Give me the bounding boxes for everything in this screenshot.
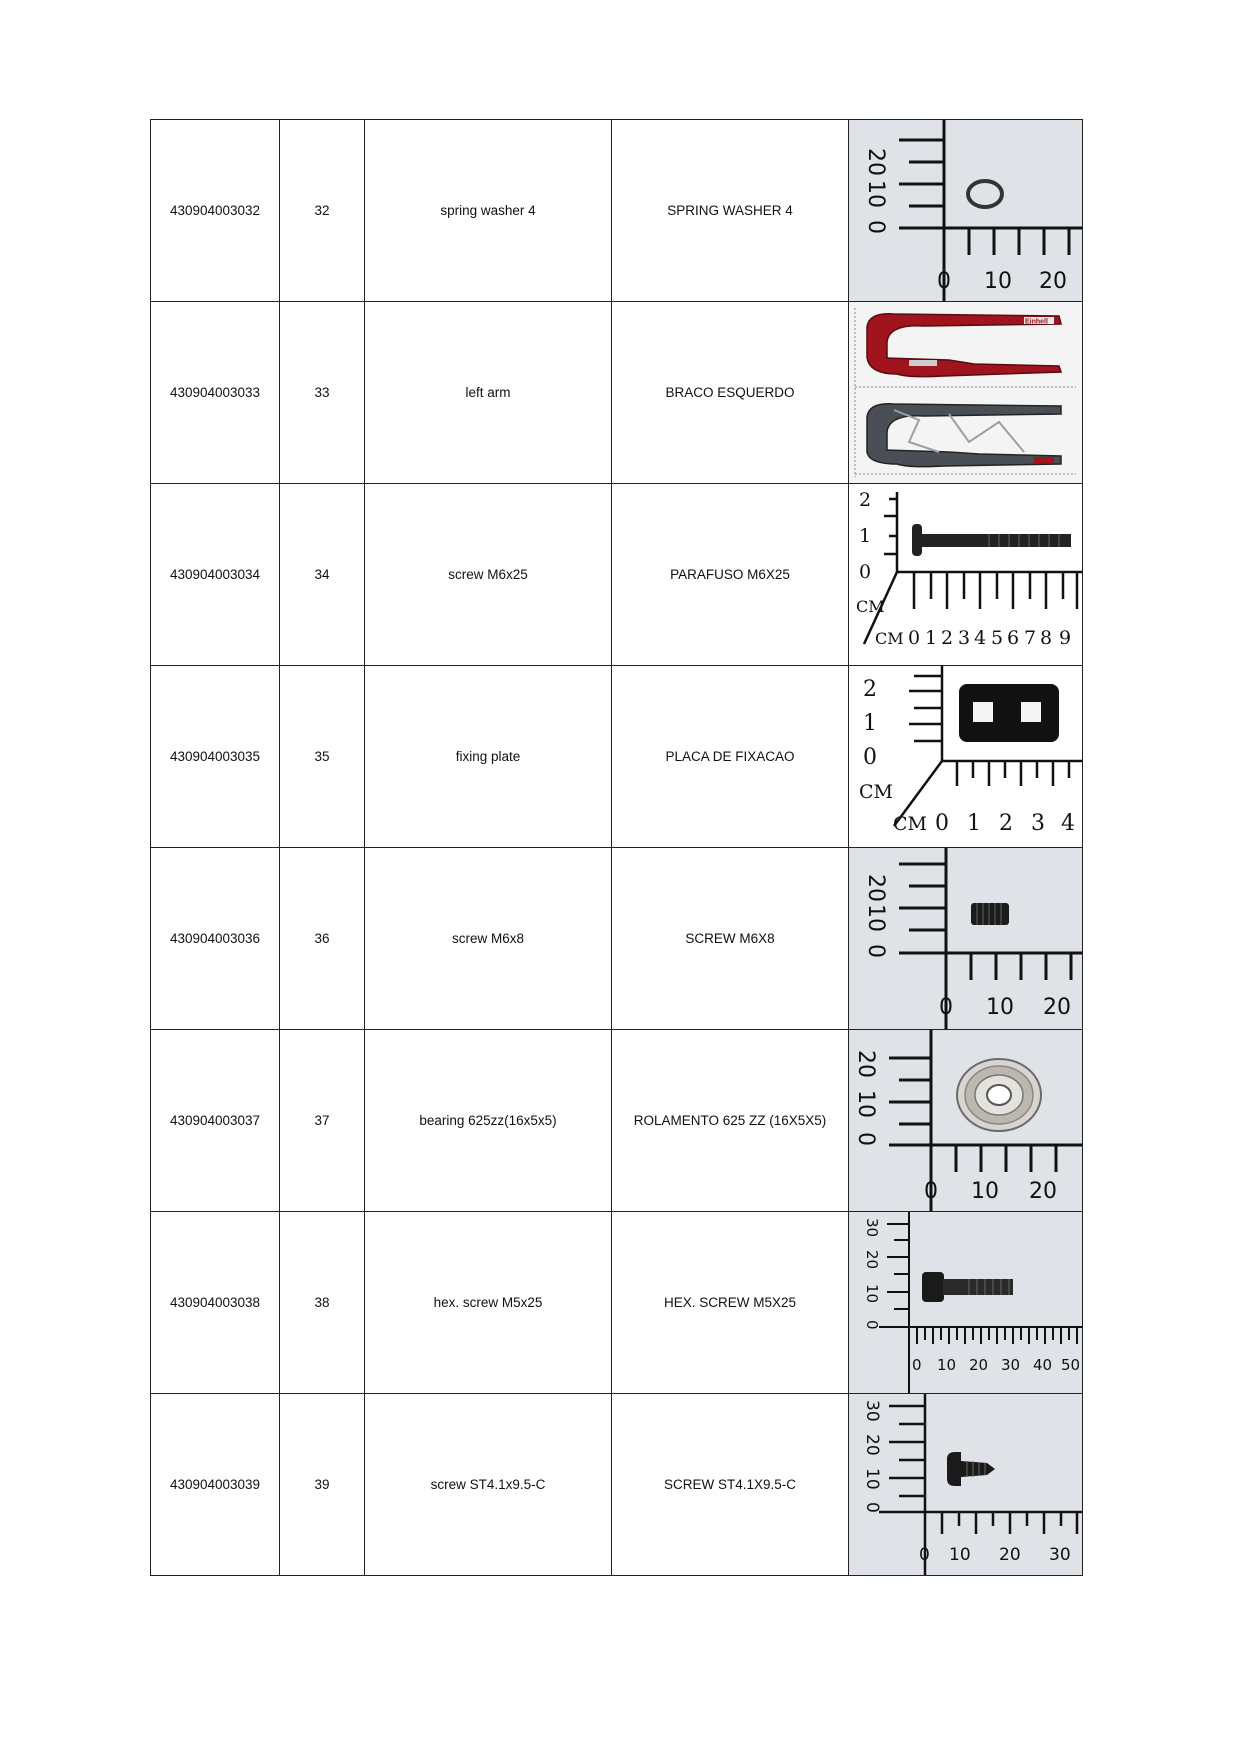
scale-label: 2 [941,627,954,649]
scale-label: 0 [859,561,872,583]
scale-label: 0 [863,944,888,958]
scale-label: 0 [863,1320,881,1330]
scale-label: 1 [925,627,938,649]
scale-label: 0 [935,811,949,836]
parts-table [150,119,1083,1576]
scale-label: 20 [999,1545,1021,1565]
screw-m6x25-photo [849,484,1082,665]
scale-label: 10 [986,995,1014,1020]
table-row [151,120,1083,302]
scale-label: 3 [958,627,971,649]
tapping-screw-photo [849,1394,1082,1575]
scale-label: 8 [1040,627,1053,649]
part-number: 430904003035 [151,666,280,848]
hex-screw-photo [849,1212,1082,1393]
part-name-pt: SCREW ST4.1X9.5-C [612,1394,849,1576]
part-name-en: screw M6x8 [365,848,612,1030]
position-number: 36 [280,848,365,1030]
part-number: 430904003034 [151,484,280,666]
part-name-en: left arm [365,302,612,484]
table-row [151,848,1083,1030]
part-name-en: screw M6x25 [365,484,612,666]
part-number: 430904003033 [151,302,280,484]
part-name-en: bearing 625zz(16x5x5) [365,1030,612,1212]
scale-label: 20 [863,1250,881,1270]
part-name-en: screw ST4.1x9.5-C [365,1394,612,1576]
table-row [151,666,1083,848]
scale-label: 2 [999,811,1013,836]
position-number: 34 [280,484,365,666]
scale-label: 7 [1024,627,1037,649]
scale-label: 1 [863,711,877,736]
part-number: 430904003039 [151,1394,280,1576]
position-number: 39 [280,1394,365,1576]
part-name-pt: HEX. SCREW M5X25 [612,1212,849,1394]
table-row [151,1212,1083,1394]
scale-label: 0 [919,1545,930,1565]
scale-label: 0 [908,627,921,649]
table-row [151,484,1083,666]
scale-label: 4 [1061,811,1075,836]
spring-washer-photo [849,120,1082,301]
scale-label: 2 [863,677,877,702]
left-arm-photo [849,302,1082,483]
unit-label: CM [875,629,904,648]
scale-label: 30 [1001,1356,1021,1374]
scale-label: 30 [863,1218,881,1238]
part-photo-cell [849,1212,1083,1394]
scale-label: 1 [859,525,872,547]
scale-label: 20 [1043,995,1071,1020]
scale-label: 20 [969,1356,989,1374]
part-name-pt: BRACO ESQUERDO [612,302,849,484]
position-number: 38 [280,1212,365,1394]
part-photo-cell [849,484,1083,666]
scale-label: 4 [974,627,987,649]
part-photo-cell [849,302,1083,484]
scale-label: 1 [967,811,981,836]
scale-label: 10 [862,1468,882,1490]
scale-label: 6 [1007,627,1020,649]
part-photo-cell [849,1394,1083,1576]
part-name-pt: ROLAMENTO 625 ZZ (16X5X5) [612,1030,849,1212]
unit-label: CM [893,813,927,835]
part-photo-cell [849,848,1083,1030]
table-row [151,1030,1083,1212]
part-name-pt: SPRING WASHER 4 [612,120,849,302]
scale-label: 10 [937,1356,957,1374]
scale-label: 10 [863,904,888,932]
scale-label: 9 [1059,627,1072,649]
scale-label: 20 [853,1050,878,1078]
table-row [151,1394,1083,1576]
part-name-pt: PARAFUSO M6X25 [612,484,849,666]
scale-label: 40 [1033,1356,1053,1374]
scale-label: 0 [863,220,888,234]
part-number: 430904003032 [151,120,280,302]
scale-label: 20 [862,1434,882,1456]
position-number: 37 [280,1030,365,1212]
scale-label: 10 [984,269,1012,294]
scale-label: 0 [862,1502,882,1513]
scale-label: 10 [971,1179,999,1204]
fixing-plate-photo [849,666,1082,847]
part-photo-cell [849,666,1083,848]
scale-label: 0 [853,1132,878,1146]
scale-label: 0 [863,745,877,770]
einhell-logo-text: Einhell [1025,318,1048,326]
scale-label: 10 [863,1284,881,1304]
scale-label: 5 [991,627,1004,649]
scale-label: 30 [862,1400,882,1422]
part-name-pt: SCREW M6X8 [612,848,849,1030]
scale-label: 20 [863,148,888,176]
scale-label: 2 [859,489,872,511]
scale-label: 10 [853,1090,878,1118]
part-name-pt: PLACA DE FIXACAO [612,666,849,848]
scale-label: 10 [863,180,888,208]
position-number: 35 [280,666,365,848]
part-name-en: fixing plate [365,666,612,848]
unit-label: CM [856,597,885,616]
scale-label: 20 [1029,1179,1057,1204]
table-row [151,302,1083,484]
scale-label: 10 [949,1545,971,1565]
scale-label: 0 [939,995,953,1020]
part-number: 430904003037 [151,1030,280,1212]
screw-m6x8-photo [849,848,1082,1029]
scale-label: 30 [1049,1545,1071,1565]
part-number: 430904003038 [151,1212,280,1394]
bearing-photo [849,1030,1082,1211]
part-photo-cell [849,120,1083,302]
scale-label: 3 [1031,811,1045,836]
part-name-en: hex. screw M5x25 [365,1212,612,1394]
scale-label: 0 [937,269,951,294]
part-number: 430904003036 [151,848,280,1030]
position-number: 32 [280,120,365,302]
scale-label: 50 [1061,1356,1081,1374]
scale-label: 20 [863,874,888,902]
part-name-en: spring washer 4 [365,120,612,302]
position-number: 33 [280,302,365,484]
part-photo-cell [849,1030,1083,1212]
scale-label: 0 [912,1356,922,1374]
scale-label: 0 [924,1179,938,1204]
scale-label: 20 [1039,269,1067,294]
unit-label: CM [859,781,893,803]
